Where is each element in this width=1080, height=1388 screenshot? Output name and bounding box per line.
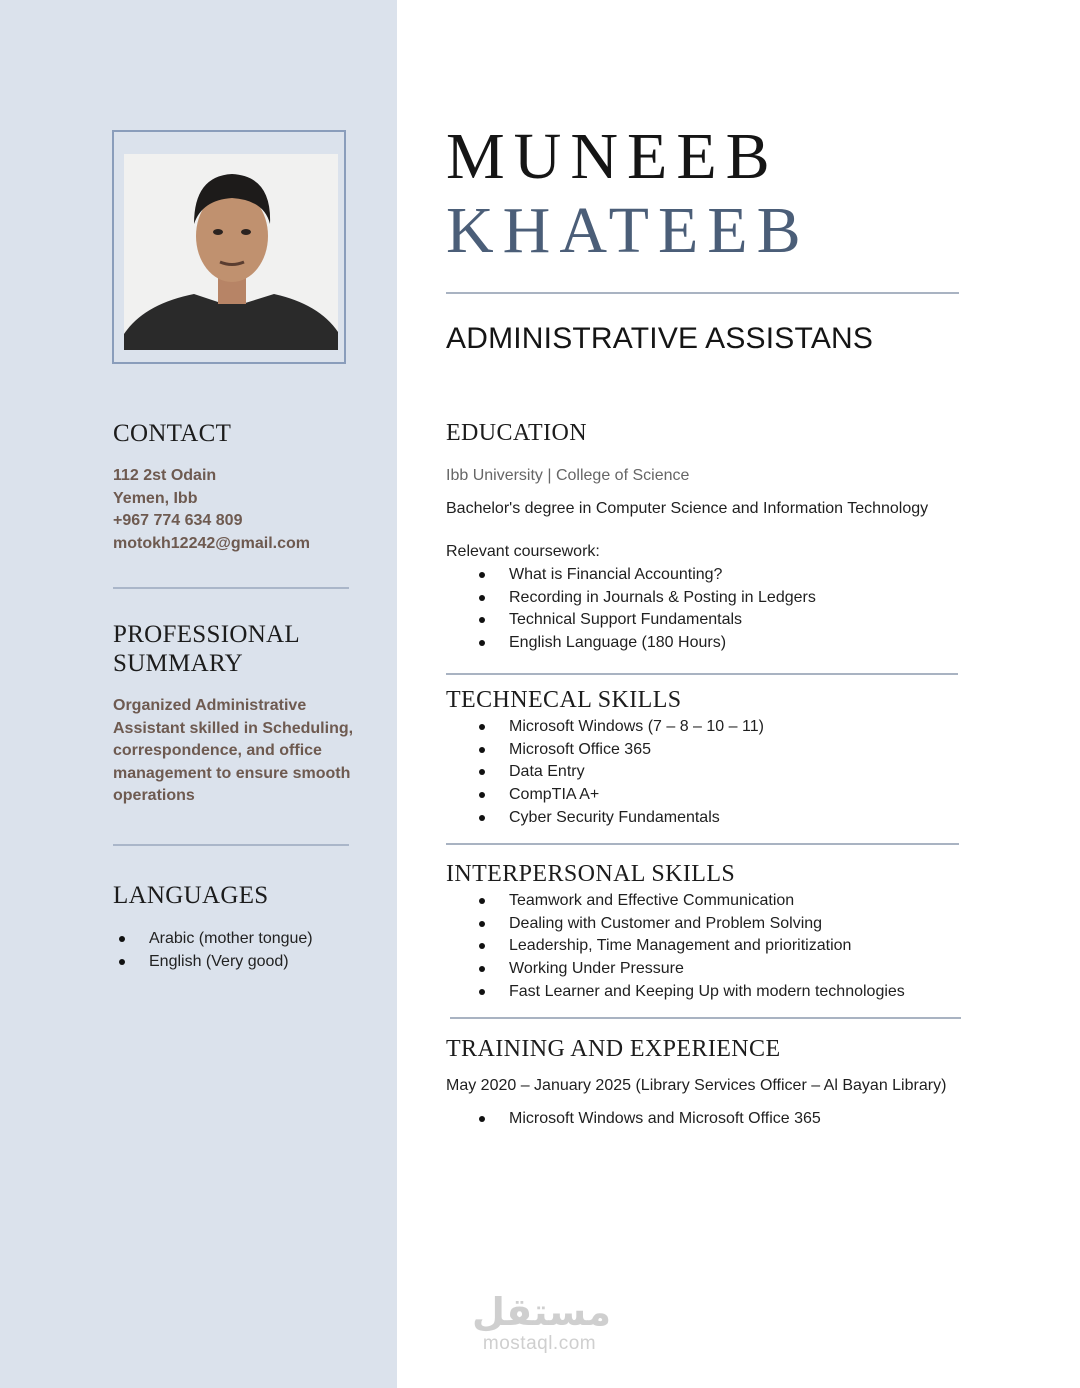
watermark-latin: mostaql.com — [482, 1333, 597, 1354]
name-first: MUNEEB — [446, 120, 779, 193]
list-item: Leadership, Time Management and prioritization — [473, 935, 905, 958]
technical-skills-heading: TECHNECAL SKILLS — [446, 687, 682, 713]
list-item: Microsoft Windows (7 – 8 – 10 – 11) — [473, 716, 764, 739]
languages-heading: LANGUAGES — [113, 882, 269, 909]
summary-heading-line1: PROFESSIONAL — [113, 621, 300, 648]
list-item: Arabic (mother tongue) — [113, 928, 313, 951]
contact-info — [113, 465, 310, 555]
education-degree: Bachelor's degree in Computer Science and Information Technology — [446, 500, 929, 517]
coursework-label: Relevant coursework: — [446, 543, 600, 560]
experience-heading: TRAINING AND EXPERIENCE — [446, 1036, 781, 1062]
divider — [450, 1017, 961, 1019]
divider — [446, 843, 959, 845]
list-item: Working Under Pressure — [473, 958, 905, 981]
technical-skills-list — [473, 716, 764, 830]
contact-city: Yemen, Ibb — [113, 489, 198, 507]
summary-heading-line2: SUMMARY — [113, 650, 243, 677]
education-heading: EDUCATION — [446, 420, 587, 446]
contact-email: motokh12242@gmail.com — [113, 534, 310, 552]
coursework-list — [473, 564, 816, 655]
list-item: CompTIA A+ — [473, 784, 764, 807]
profile-photo — [124, 154, 338, 350]
experience-entry: May 2020 – January 2025 (Library Services Officer – Al Bayan Library) — [446, 1077, 947, 1094]
list-item: Cyber Security Fundamentals — [473, 807, 764, 830]
divider — [446, 673, 958, 675]
contact-heading: CONTACT — [113, 420, 232, 447]
summary-heading — [113, 620, 300, 678]
interpersonal-skills-heading: INTERPERSONAL SKILLS — [446, 861, 736, 887]
interpersonal-skills-list — [473, 890, 905, 1004]
watermark — [472, 1290, 611, 1354]
watermark-arabic: مستقل — [472, 1290, 611, 1334]
list-item: Technical Support Fundamentals — [473, 609, 816, 632]
list-item: Microsoft Windows and Microsoft Office 365 — [473, 1108, 821, 1131]
name-last: KHATEEB — [446, 194, 810, 267]
profile-photo-frame — [112, 130, 346, 364]
list-item: English Language (180 Hours) — [473, 632, 816, 655]
list-item: Microsoft Office 365 — [473, 739, 764, 762]
summary-text: Organized Administrative Assistant skilled in Scheduling, correspondence, and office management to ensure smooth operations — [113, 697, 354, 804]
person-portrait-icon — [124, 154, 338, 350]
education-institution: Ibb University | College of Science — [446, 467, 690, 484]
list-item: Recording in Journals & Posting in Ledgers — [473, 587, 816, 610]
list-item: Fast Learner and Keeping Up with modern technologies — [473, 981, 905, 1004]
job-title: ADMINISTRATIVE ASSISTANS — [446, 322, 874, 355]
divider — [113, 844, 349, 846]
contact-phone: +967 774 634 809 — [113, 512, 243, 529]
list-item: English (Very good) — [113, 951, 313, 974]
contact-address: 112 2st Odain — [113, 467, 217, 484]
languages-list — [113, 928, 313, 973]
sidebar — [0, 0, 397, 1388]
divider — [446, 292, 959, 294]
divider — [113, 587, 349, 589]
list-item: What is Financial Accounting? — [473, 564, 816, 587]
list-item: Data Entry — [473, 761, 764, 784]
list-item: Dealing with Customer and Problem Solving — [473, 913, 905, 936]
list-item: Teamwork and Effective Communication — [473, 890, 905, 913]
experience-list — [473, 1108, 821, 1131]
